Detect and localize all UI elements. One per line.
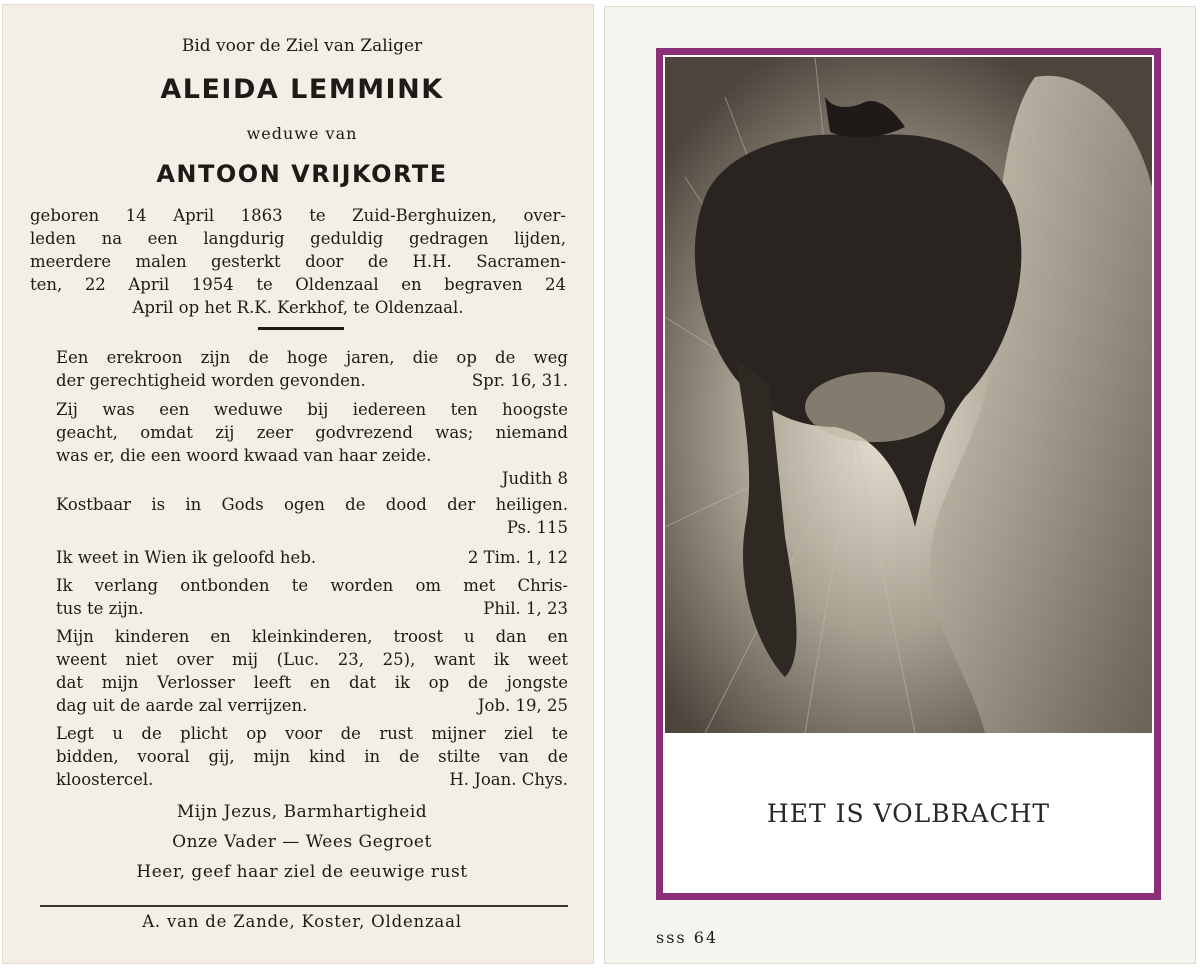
memorial-card-picture-side bbox=[604, 6, 1196, 964]
devotional-picture bbox=[665, 57, 1152, 733]
bio-line: meerdere malen gesterkt door de H.H. Sacramen- bbox=[30, 252, 566, 271]
caption-area bbox=[665, 735, 1152, 891]
quote-timothy: Ik weet in Wien ik geloofd heb. 2 Tim. 1, 12 bbox=[56, 548, 568, 567]
picture-caption: HET IS VOLBRACHT bbox=[766, 798, 1051, 828]
divider-rule bbox=[258, 327, 344, 330]
print-code: sss 64 bbox=[656, 928, 719, 947]
quote-philippians: Ik verlang ontbonden te worden om met Chris- tus te zijn. Phil. 1, 23 bbox=[56, 576, 568, 618]
crucified-christ-illustration bbox=[665, 57, 1152, 733]
quote-job: Mijn kinderen en kleinkinderen, troost u dan en weent niet over mij (Luc. 23, 25), want ik weet dat mijn Verlosser leeft en dat ik op de jongste dag uit de aarde zal verrijzen. Job. 19, 25 bbox=[56, 627, 568, 715]
husband-name: ANTOON VRIJKORTE bbox=[156, 160, 448, 188]
prayer-line: Heer, geef haar ziel de eeuwige rust bbox=[136, 862, 468, 882]
bio-line: ten, 22 April 1954 te Oldenzaal en begraven 24 bbox=[30, 275, 566, 294]
footer-rule bbox=[40, 905, 568, 907]
bio-line: leden na een langdurig geduldig gedragen lijden, bbox=[30, 229, 566, 248]
picture-frame bbox=[656, 48, 1161, 900]
biography bbox=[30, 204, 566, 319]
intro-line: Bid voor de Ziel van Zaliger bbox=[181, 36, 423, 56]
prayer-line: Mijn Jezus, Barmhartigheid bbox=[176, 802, 428, 822]
deceased-name: ALEIDA LEMMINK bbox=[160, 74, 444, 105]
memorial-card-text-side bbox=[2, 4, 594, 964]
printer-credit: A. van de Zande, Koster, Oldenzaal bbox=[142, 912, 462, 931]
prayer-line: Onze Vader — Wees Gegroet bbox=[172, 832, 432, 852]
quote-proverbs: Een erekroon zijn de hoge jaren, die op de weg der gerechtigheid worden gevonden. Spr. 16, 31. bbox=[56, 348, 568, 390]
widow-of-line: weduwe van bbox=[246, 124, 358, 143]
quote-judith: Zij was een weduwe bij iedereen ten hoogste geacht, omdat zij zeer godvrezend was; niemand was er, die een woord kwaad van haar zeide. Judith 8 bbox=[56, 400, 568, 488]
bio-line: geboren 14 April 1863 te Zuid-Berghuizen, over- bbox=[30, 206, 566, 225]
bio-line: April op het R.K. Kerkhof, te Oldenzaal. bbox=[132, 298, 464, 317]
quote-chrysostom: Legt u de plicht op voor de rust mijner ziel te bidden, vooral gij, mijn kind in de stilte van de kloostercel. H. Joan. Chys. bbox=[56, 724, 568, 789]
quote-psalm: Kostbaar is in Gods ogen de dood der heiligen. Ps. 115 bbox=[56, 495, 568, 537]
